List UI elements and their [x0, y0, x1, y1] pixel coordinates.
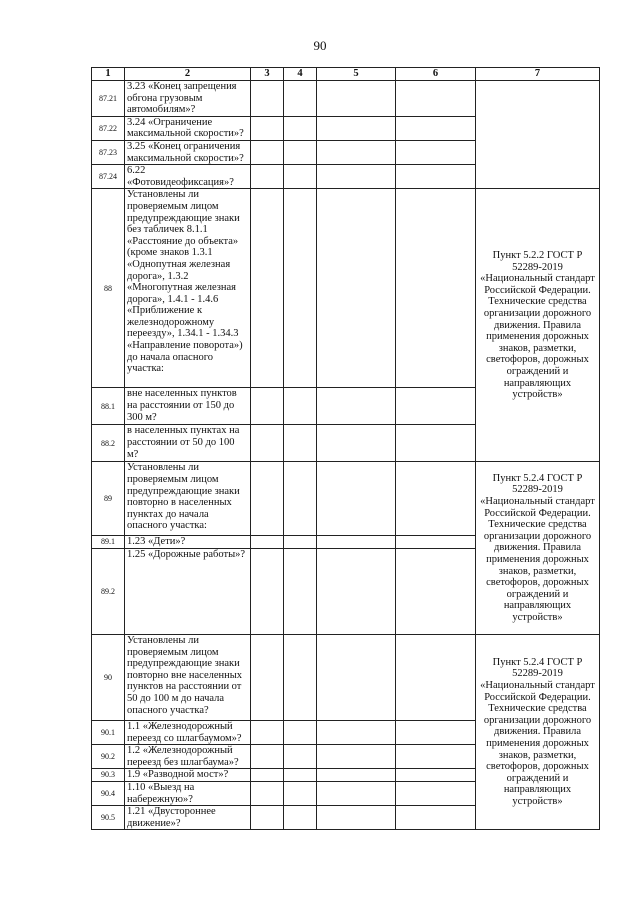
empty-cell: [284, 769, 317, 782]
requirement-text: 3.25 «Конец ограничения максимальной скорости»?: [125, 140, 251, 164]
row-number: 89: [92, 462, 125, 536]
empty-cell: [284, 720, 317, 744]
row-number: 90.3: [92, 769, 125, 782]
requirement-text: Установлены ли проверяемым лицом предупреждающие знаки без табличек 8.1.1 «Расстояние до объекта» (кроме знаков 1.3.1 «Однопутная железная дорога», 1.3.2 «Многопутная железная дорога», 1.4.1 - 1.4.6 «Приближение к железнодорожному переезду», 1.34.1 - 1.34.3 «Направление поворота») до начала опасного участка:: [125, 189, 251, 388]
empty-cell: [317, 81, 396, 117]
empty-cell: [317, 425, 396, 462]
empty-cell: [396, 548, 476, 634]
empty-cell: [284, 548, 317, 634]
empty-cell: [396, 536, 476, 549]
empty-cell: [317, 189, 396, 388]
requirement-text: 1.25 «Дорожные работы»?: [125, 548, 251, 634]
header-row: [92, 68, 600, 81]
requirement-text: 1.23 «Дети»?: [125, 536, 251, 549]
row-number: 90.1: [92, 720, 125, 744]
requirement-text: 3.24 «Ограничение максимальной скорости»?: [125, 116, 251, 140]
row-number: 88: [92, 189, 125, 388]
requirement-text: 1.9 «Разводной мост»?: [125, 769, 251, 782]
empty-cell: [251, 634, 284, 720]
column-header: 7: [476, 68, 600, 81]
empty-cell: [317, 116, 396, 140]
empty-cell: [284, 806, 317, 830]
row-number: 87.22: [92, 116, 125, 140]
empty-cell: [317, 769, 396, 782]
empty-cell: [396, 769, 476, 782]
legal-reference: Пункт 5.2.2 ГОСТ Р 52289-2019 «Национальный стандарт Российской Федерации. Технические средства организации дорожного движения. Правила применения дорожных знаков, разметки, светофоров, дорожных ограждений и направляющих устройств»: [476, 189, 600, 462]
empty-cell: [317, 745, 396, 769]
empty-cell: [284, 745, 317, 769]
empty-cell: [251, 781, 284, 805]
row-number: 87.23: [92, 140, 125, 164]
empty-cell: [396, 116, 476, 140]
empty-cell: [396, 462, 476, 536]
empty-cell: [251, 189, 284, 388]
empty-cell: [396, 806, 476, 830]
requirement-text: 6.22 «Фотовидеофиксация»?: [125, 165, 251, 189]
empty-cell: [317, 165, 396, 189]
column-header: 3: [251, 68, 284, 81]
empty-cell: [317, 536, 396, 549]
table-row: [92, 462, 600, 536]
empty-cell: [317, 140, 396, 164]
row-number: 90.5: [92, 806, 125, 830]
requirement-text: вне населенных пунктов на расстоянии от 150 до 300 м?: [125, 388, 251, 425]
requirement-text: 1.1 «Железнодорожный переезд со шлагбаумом»?: [125, 720, 251, 744]
empty-cell: [251, 140, 284, 164]
empty-cell: [396, 388, 476, 425]
empty-cell: [284, 634, 317, 720]
empty-cell: [396, 81, 476, 117]
column-header: 5: [317, 68, 396, 81]
empty-cell: [317, 806, 396, 830]
legal-reference: Пункт 5.2.4 ГОСТ Р 52289-2019 «Национальный стандарт Российской Федерации. Технические средства организации дорожного движения. Правила применения дорожных знаков, разметки, светофоров, дорожных ограждений и направляющих устройств»: [476, 462, 600, 635]
empty-cell: [317, 781, 396, 805]
empty-cell: [251, 548, 284, 634]
column-header: 6: [396, 68, 476, 81]
empty-cell: [396, 720, 476, 744]
column-header: 2: [125, 68, 251, 81]
empty-cell: [317, 720, 396, 744]
empty-cell: [251, 462, 284, 536]
empty-cell: [317, 634, 396, 720]
requirement-text: в населенных пунктах на расстоянии от 50 до 100 м?: [125, 425, 251, 462]
empty-cell: [284, 425, 317, 462]
empty-cell: [251, 425, 284, 462]
empty-cell: [251, 388, 284, 425]
legal-reference: Пункт 5.2.4 ГОСТ Р 52289-2019 «Национальный стандарт Российской Федерации. Технические средства организации дорожного движения. Правила применения дорожных знаков, разметки, светофоров, дорожных ограждений и направляющих устройств»: [476, 634, 600, 829]
requirement-text: 1.2 «Железнодорожный переезд без шлагбаума»?: [125, 745, 251, 769]
empty-cell: [251, 536, 284, 549]
empty-cell: [284, 781, 317, 805]
row-number: 88.1: [92, 388, 125, 425]
row-number: 90: [92, 634, 125, 720]
empty-cell: [284, 536, 317, 549]
empty-cell: [284, 462, 317, 536]
empty-cell: [284, 140, 317, 164]
empty-cell: [284, 116, 317, 140]
row-number: 87.24: [92, 165, 125, 189]
empty-cell: [251, 116, 284, 140]
inspection-checklist-table: [91, 67, 600, 830]
requirement-text: 3.23 «Конец запрещения обгона грузовым автомобилям»?: [125, 81, 251, 117]
requirement-text: Установлены ли проверяемым лицом предупреждающие знаки повторно вне населенных пунктов на расстоянии от 50 до 100 м до начала опасного участка?: [125, 634, 251, 720]
empty-cell: [396, 745, 476, 769]
row-number: 89.1: [92, 536, 125, 549]
empty-cell: [251, 720, 284, 744]
table-row: [92, 189, 600, 388]
empty-cell: [396, 781, 476, 805]
row-number: 89.2: [92, 548, 125, 634]
row-number: 87.21: [92, 81, 125, 117]
requirement-text: 1.21 «Двустороннее движение»?: [125, 806, 251, 830]
empty-cell: [396, 140, 476, 164]
empty-cell: [396, 165, 476, 189]
empty-cell: [317, 462, 396, 536]
empty-cell: [284, 388, 317, 425]
empty-cell: [317, 388, 396, 425]
requirement-text: 1.10 «Выезд на набережную»?: [125, 781, 251, 805]
column-header: 1: [92, 68, 125, 81]
empty-cell: [251, 81, 284, 117]
empty-cell: [251, 745, 284, 769]
empty-cell: [251, 165, 284, 189]
empty-cell: [251, 806, 284, 830]
empty-cell: [284, 81, 317, 117]
empty-cell: [251, 769, 284, 782]
empty-cell: [396, 189, 476, 388]
empty-cell: [284, 165, 317, 189]
requirement-text: Установлены ли проверяемым лицом предупреждающие знаки повторно в населенных пунктах до начала опасного участка:: [125, 462, 251, 536]
empty-cell: [396, 425, 476, 462]
empty-cell: [317, 548, 396, 634]
column-header: 4: [284, 68, 317, 81]
table-row: [92, 81, 600, 117]
empty-reference-cell: [476, 81, 600, 189]
row-number: 90.4: [92, 781, 125, 805]
page-number: 90: [313, 38, 327, 53]
row-number: 90.2: [92, 745, 125, 769]
table-row: [92, 634, 600, 720]
empty-cell: [396, 634, 476, 720]
row-number: 88.2: [92, 425, 125, 462]
empty-cell: [284, 189, 317, 388]
